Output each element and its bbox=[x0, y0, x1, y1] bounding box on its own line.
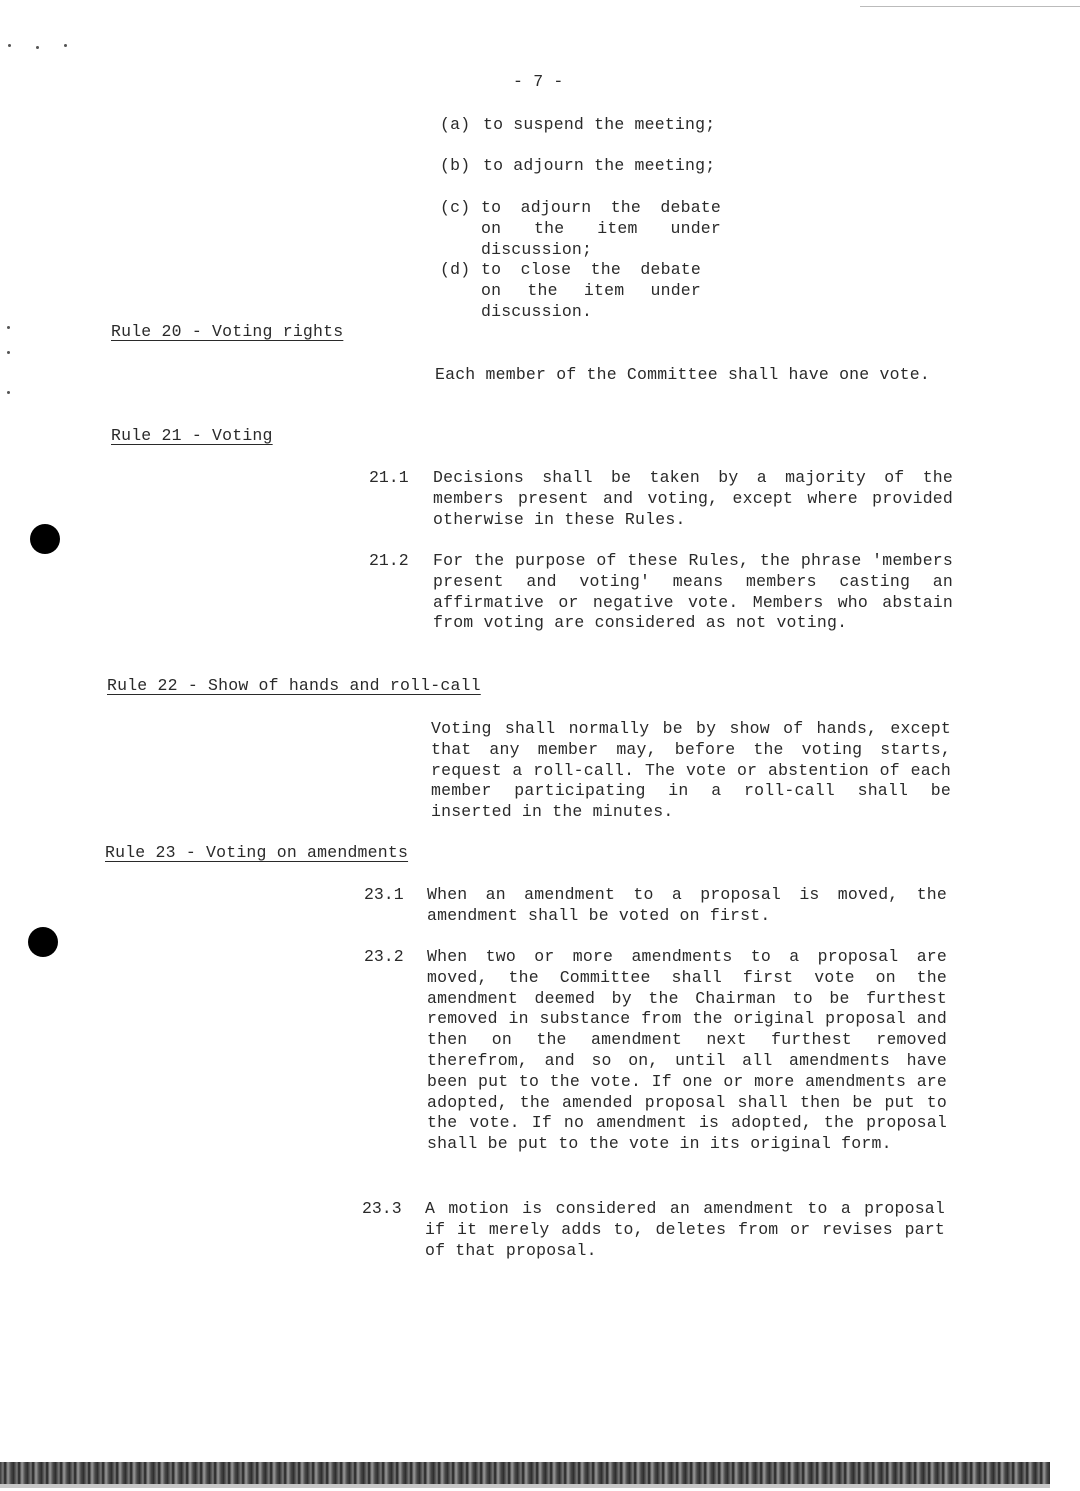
scan-speck bbox=[7, 351, 10, 354]
motion-label: (b) bbox=[440, 156, 471, 175]
motion-text: to suspend the meeting; bbox=[483, 115, 716, 134]
clause-number: 23.3 bbox=[362, 1199, 402, 1218]
clause-number: 23.2 bbox=[364, 947, 404, 966]
scan-edge-line bbox=[860, 6, 1080, 7]
rule-20-heading: Rule 20 - Voting rights bbox=[111, 322, 344, 341]
scan-speck bbox=[36, 46, 39, 49]
scan-artifact-band bbox=[0, 1462, 1050, 1484]
scan-artifact-edge bbox=[0, 1484, 1050, 1488]
clause-number: 21.1 bbox=[369, 468, 409, 487]
motion-text: to close the debate on the item under discussion. bbox=[481, 260, 701, 321]
motion-text: to adjourn the debate on the item under discussion; bbox=[481, 198, 721, 259]
page-number: - 7 - bbox=[513, 72, 564, 91]
scan-speck bbox=[7, 326, 10, 329]
motion-label: (a) bbox=[440, 115, 471, 134]
clause-number: 23.1 bbox=[364, 885, 404, 904]
clause-text: When two or more amendments to a proposal are moved, the Committee shall first vote on the amendment deemed by the Chairman to be furthest removed in substance from the original proposal and then on the amendment next furthest removed therefrom, and so on, until all amendments have been put to the vote. If one or more amendments are adopted, the amended proposal shall then be put to the vote. If no amendment is adopted, the proposal shall be put to the vote in its original form. bbox=[427, 947, 947, 1154]
punch-hole bbox=[28, 927, 58, 957]
scan-speck bbox=[64, 44, 67, 47]
rule-22-heading: Rule 22 - Show of hands and roll-call bbox=[107, 676, 481, 695]
scan-speck bbox=[7, 391, 10, 394]
motion-text: to adjourn the meeting; bbox=[483, 156, 716, 175]
punch-hole bbox=[30, 524, 60, 554]
motion-label: (c) bbox=[440, 198, 471, 217]
rule-22-text: Voting shall normally be by show of hands, except that any member may, before the voting starts, request a roll-call. The vote or abstention of each member participating in a roll-call shall be inserted in the minutes. bbox=[431, 719, 951, 822]
clause-number: 21.2 bbox=[369, 551, 409, 570]
clause-text: For the purpose of these Rules, the phrase 'members present and voting' means members casting an affirmative or negative vote. Members who abstain from voting are considered as not voting. bbox=[433, 551, 953, 633]
clause-text: When an amendment to a proposal is moved, the amendment shall be voted on first. bbox=[427, 885, 947, 925]
clause-text: Decisions shall be taken by a majority of the members present and voting, except where provided otherwise in these Rules. bbox=[433, 468, 953, 529]
scan-speck bbox=[8, 44, 11, 47]
rule-23-heading: Rule 23 - Voting on amendments bbox=[105, 843, 409, 862]
rule-20-text: Each member of the Committee shall have one vote. bbox=[435, 365, 930, 384]
rule-21-heading: Rule 21 - Voting bbox=[111, 426, 273, 445]
clause-text: A motion is considered an amendment to a proposal if it merely adds to, deletes from or revises part of that proposal. bbox=[425, 1199, 945, 1260]
motion-label: (d) bbox=[440, 260, 471, 279]
